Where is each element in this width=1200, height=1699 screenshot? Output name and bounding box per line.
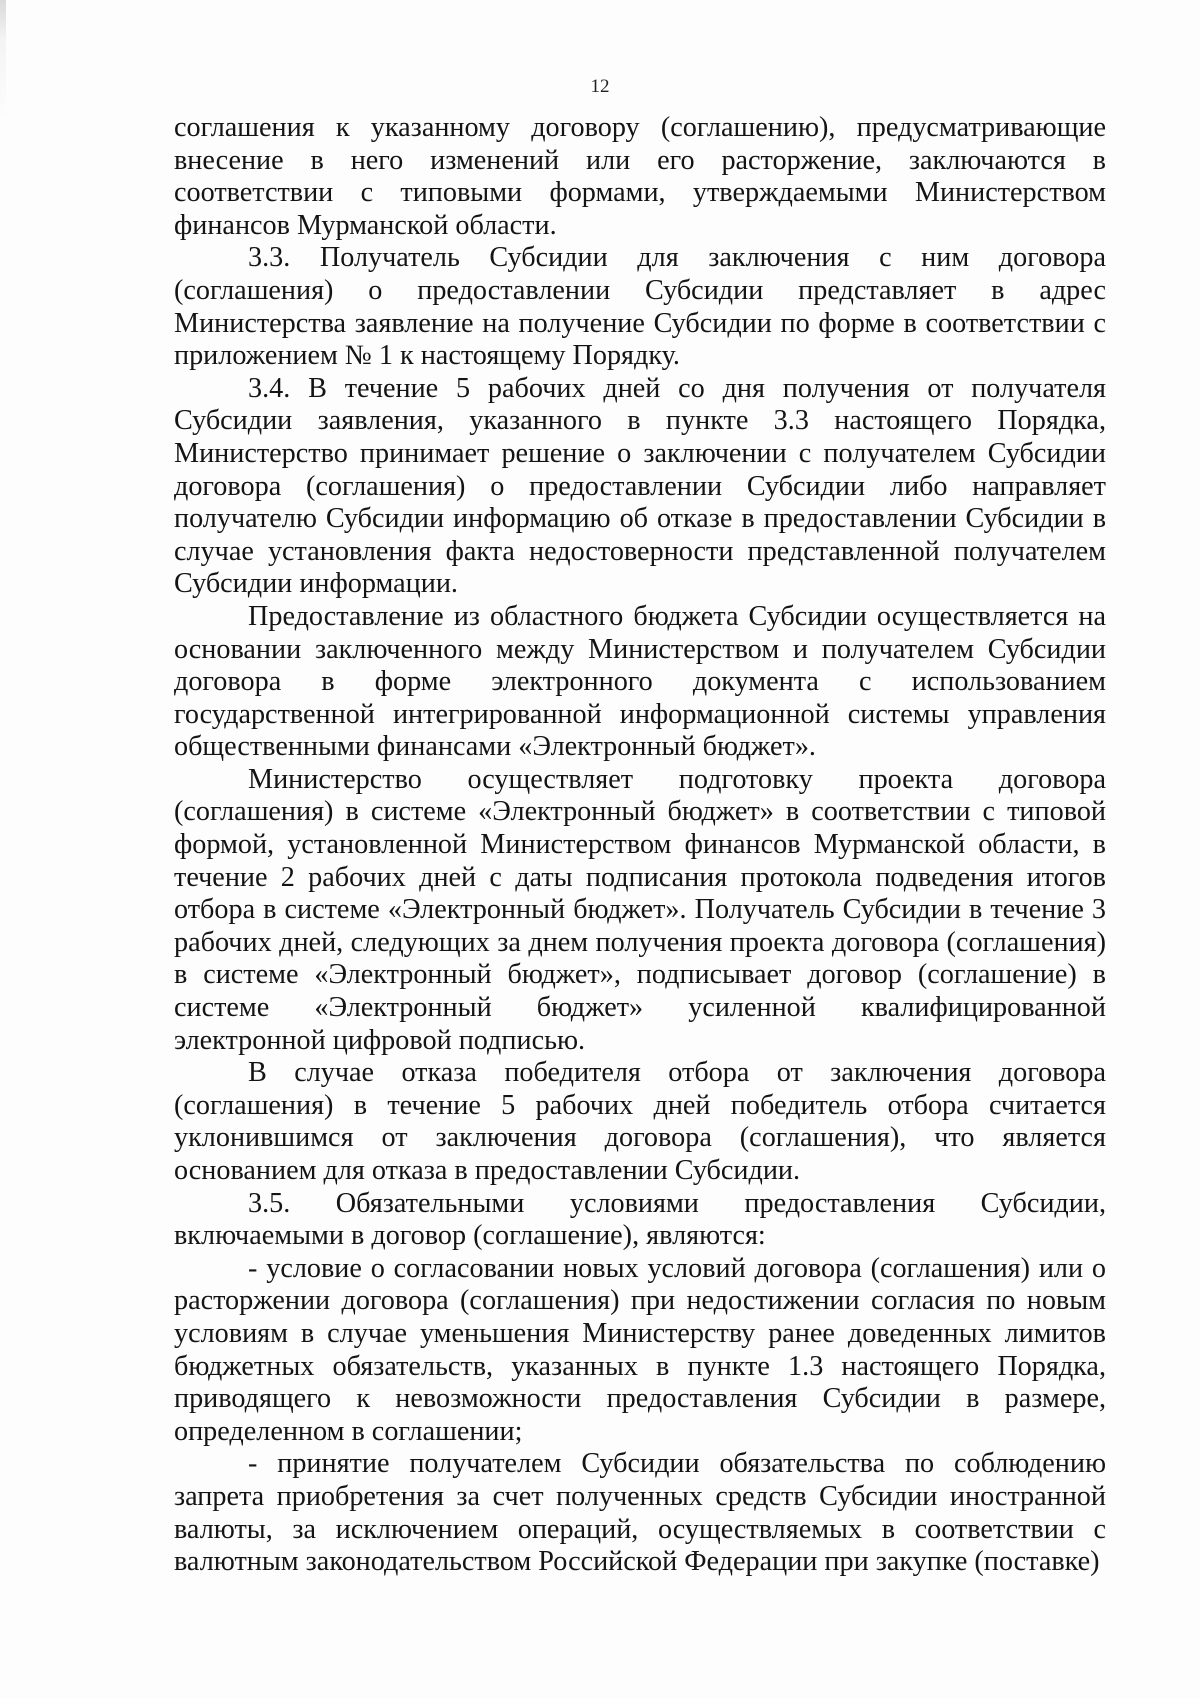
scan-edge-shadow xyxy=(0,0,6,1699)
page-number: 12 xyxy=(590,76,610,97)
paragraph-electronic-budget: Предоставление из областного бюджета Субсидии осуществляется на основании заключенного между Министерством и получателем Субсидии договора в форме электронного документа с использованием государственной интегрированной информационной системы управления общественными финансами «Электронный бюджет». xyxy=(174,600,1106,763)
paragraph-3-3: 3.3. Получатель Субсидии для заключения с ним договора (соглашения) о предоставлении Субсидии представляет в адрес Министерства заявление на получение Субсидии по форме в соответствии с приложением № 1 к настоящему Порядку. xyxy=(174,242,1106,372)
list-item-condition-1: - условие о согласовании новых условий договора (соглашения) или о расторжении договора (соглашения) при недостижении согласия по новым условиям в случае уменьшения Министерству ранее доведенных лимитов бюджетных обязательств, указанных в пункте 1.3 настоящего Порядка, приводящего к невозможности предоставления Субсидии в размере, определенном в соглашении; xyxy=(174,1252,1106,1447)
list-item-condition-2: - принятие получателем Субсидии обязательства по соблюдению запрета приобретения за счет полученных средств Субсидии иностранной валюты, за исключением операций, осуществляемых в соответствии с валютным законодательством Российской Федерации при закупке (поставке) xyxy=(174,1448,1106,1578)
paragraph-continuation: соглашения к указанному договору (соглашению), предусматривающие внесение в него изменений или его расторжение, заключаются в соответствии с типовыми формами, утверждаемыми Министерством финансов Мурманской области. xyxy=(174,112,1106,241)
paragraph-3-4: 3.4. В течение 5 рабочих дней со дня получения от получателя Субсидии заявления, указанного в пункте 3.3 настоящего Порядка, Министерство принимает решение о заключении с получателем Субсидии договора (соглашения) о предоставлении Субсидии либо направляет получателю Субсидии информацию об отказе в предоставлении Субсидии в случае установления факта недостоверности представленной получателем Субсидии информации. xyxy=(174,372,1106,600)
document-body xyxy=(174,112,1106,1579)
paragraph-refusal: В случае отказа победителя отбора от заключения договора (соглашения) в течение 5 рабочих дней победитель отбора считается уклонившимся от заключения договора (соглашения), что является основанием для отказа в предоставлении Субсидии. xyxy=(174,1057,1106,1186)
paragraph-contract-preparation: Министерство осуществляет подготовку проекта договора (соглашения) в системе «Электронный бюджет» в соответствии с типовой формой, установленной Министерством финансов Мурманской области, в течение 2 рабочих дней с даты подписания протокола подведения итогов отбора в системе «Электронный бюджет». Получатель Субсидии в течение 3 рабочих дней, следующих за днем получения проекта договора (соглашения) в системе «Электронный бюджет», подписывает договор (соглашение) в системе «Электронный бюджет» усиленной квалифицированной электронной цифровой подписью. xyxy=(174,763,1106,1056)
paragraph-3-5: 3.5. Обязательными условиями предоставления Субсидии, включаемыми в договор (соглашение), являются: xyxy=(174,1187,1106,1252)
